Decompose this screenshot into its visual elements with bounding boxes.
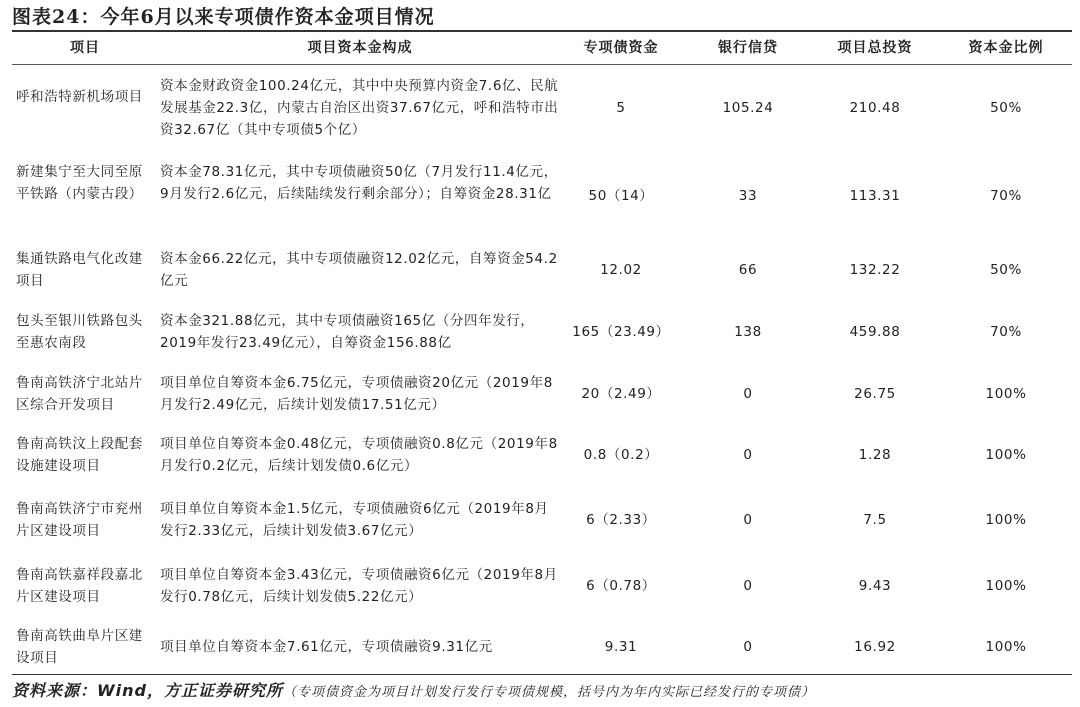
row-capital-ratio: 100% bbox=[985, 639, 1027, 655]
row-composition: 项目单位自筹资本金0.48亿元，专项债融资0.8亿元（2019年8月发行0.2亿元，后续计划发债0.6亿元） bbox=[160, 436, 558, 474]
row-composition: 资本金财政资金100.24亿元，其中中央预算内资金7.6亿、民航发展基金22.3亿，内蒙古自治区出资37.67亿元，呼和浩特市出资32.67亿（其中专项债5个亿） bbox=[160, 78, 559, 138]
row-bank-credit: 0 bbox=[743, 578, 753, 594]
header-bank-credit: 银行信贷 bbox=[718, 40, 778, 56]
row-bank-credit: 66 bbox=[738, 262, 758, 278]
row-total-investment: 132.22 bbox=[849, 262, 901, 278]
row-bank-credit: 0 bbox=[743, 447, 753, 463]
table-header-rule bbox=[12, 64, 1072, 65]
header-special-bond: 专项债资金 bbox=[583, 40, 659, 56]
source-footnote bbox=[12, 678, 815, 701]
row-capital-ratio: 100% bbox=[985, 578, 1027, 594]
row-capital-ratio: 100% bbox=[985, 447, 1027, 463]
row-composition: 项目单位自筹资本金6.75亿元，专项债融资20亿元（2019年8月发行2.49亿元，后续计划发债17.51亿元） bbox=[160, 375, 553, 413]
row-bank-credit: 138 bbox=[734, 324, 762, 340]
row-total-investment: 7.5 bbox=[863, 512, 887, 528]
table-bottom-rule bbox=[12, 674, 1072, 675]
row-special-bond: 50（14） bbox=[588, 188, 654, 204]
row-total-investment: 459.88 bbox=[849, 324, 901, 340]
row-total-investment: 1.28 bbox=[858, 447, 892, 463]
row-special-bond: 12.02 bbox=[600, 262, 642, 278]
row-project-name: 鲁南高铁嘉祥段嘉北片区建设项目 bbox=[16, 567, 143, 605]
row-capital-ratio: 70% bbox=[990, 324, 1022, 340]
row-special-bond: 20（2.49） bbox=[581, 386, 661, 402]
row-total-investment: 9.43 bbox=[858, 578, 892, 594]
row-special-bond: 165（23.49） bbox=[572, 324, 670, 340]
row-capital-ratio: 100% bbox=[985, 512, 1027, 528]
source-text: 资料来源：Wind，方正证券研究所 bbox=[12, 681, 283, 700]
row-bank-credit: 0 bbox=[743, 512, 753, 528]
row-capital-ratio: 50% bbox=[990, 262, 1022, 278]
row-project-name: 鲁南高铁济宁市兖州片区建设项目 bbox=[16, 501, 143, 539]
header-capital-ratio: 资本金比例 bbox=[968, 40, 1044, 56]
header-total-investment: 项目总投资 bbox=[837, 40, 913, 56]
row-project-name: 呼和浩特新机场项目 bbox=[16, 89, 143, 105]
source-note: （专项债资金为项目计划发行发行专项债规模，括号内为年内实际已经发行的专项债） bbox=[282, 685, 815, 700]
row-bank-credit: 0 bbox=[743, 386, 753, 402]
row-capital-ratio: 70% bbox=[990, 188, 1022, 204]
row-project-name: 集通铁路电气化改建项目 bbox=[16, 251, 143, 289]
row-special-bond: 6（2.33） bbox=[586, 512, 656, 528]
row-capital-ratio: 50% bbox=[990, 100, 1022, 116]
figure-title: 图表24：今年6月以来专项债作资本金项目情况 bbox=[12, 6, 435, 28]
row-project-name: 鲁南高铁济宁北站片区综合开发项目 bbox=[16, 375, 143, 413]
header-project: 项目 bbox=[70, 40, 100, 56]
row-special-bond: 6（0.78） bbox=[586, 578, 656, 594]
row-bank-credit: 0 bbox=[743, 639, 753, 655]
row-composition: 项目单位自筹资本金1.5亿元，专项债融资6亿元（2019年8月发行2.33亿元，后续计划发债3.67亿元） bbox=[160, 501, 549, 539]
row-special-bond: 9.31 bbox=[604, 639, 638, 655]
row-project-name: 鲁南高铁汶上段配套设施建设项目 bbox=[16, 436, 143, 474]
row-total-investment: 113.31 bbox=[849, 188, 901, 204]
row-composition: 资本金66.22亿元，其中专项债融资12.02亿元，自筹资金54.2亿元 bbox=[160, 251, 558, 289]
row-project-name: 鲁南高铁曲阜片区建设项目 bbox=[16, 628, 143, 666]
row-bank-credit: 105.24 bbox=[722, 100, 774, 116]
row-composition: 项目单位自筹资本金7.61亿元，专项债融资9.31亿元 bbox=[160, 639, 493, 655]
row-composition: 资本金78.31亿元，其中专项债融资50亿（7月发行11.4亿元，9月发行2.6亿元，后续陆续发行剩余部分）；自筹资金28.31亿 bbox=[160, 164, 558, 202]
row-capital-ratio: 100% bbox=[985, 386, 1027, 402]
row-composition: 资本金321.88亿元，其中专项债融资165亿（分四年发行，2019年发行23.49亿元），自筹资金156.88亿 bbox=[160, 313, 535, 351]
header-composition: 项目资本金构成 bbox=[307, 40, 413, 56]
row-bank-credit: 33 bbox=[738, 188, 758, 204]
row-special-bond: 0.8（0.2） bbox=[583, 447, 659, 463]
row-total-investment: 16.92 bbox=[854, 639, 896, 655]
row-project-name: 新建集宁至大同至原平铁路（内蒙古段） bbox=[16, 164, 143, 202]
row-project-name: 包头至银川铁路包头至惠农南段 bbox=[16, 313, 143, 351]
row-composition: 项目单位自筹资本金3.43亿元，专项债融资6亿元（2019年8月发行0.78亿元，后续计划发债5.22亿元） bbox=[160, 567, 558, 605]
table-top-rule bbox=[12, 30, 1072, 32]
row-special-bond: 5 bbox=[616, 100, 626, 116]
row-total-investment: 210.48 bbox=[849, 100, 901, 116]
row-total-investment: 26.75 bbox=[854, 386, 896, 402]
